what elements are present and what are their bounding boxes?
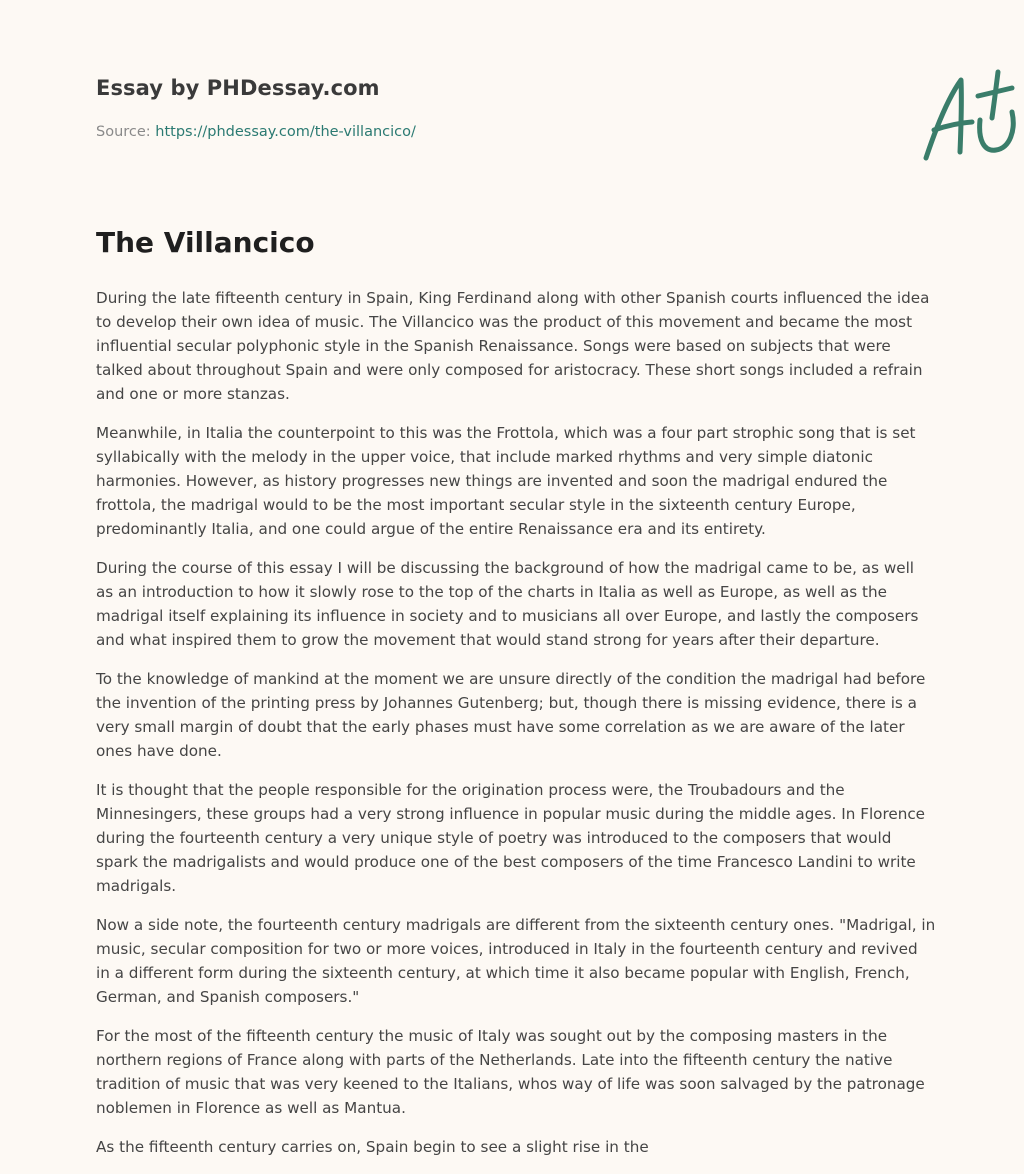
essay-paragraph: It is thought that the people responsible for the origination process were, the Troubadours and the Minnesingers, these groups had a very strong influence in popular music during the middle ages. In Florence during the fourteenth century a very unique style of poetry was introduced to the composers that would spark the madrigalists and would produce one of the best composers of the time Francesco Landini to write madrigals. bbox=[96, 781, 926, 895]
essay-paragraph: For the most of the fifteenth century the music of Italy was sought out by the composing masters in the northern regions of France along with parts of the Netherlands. Late into the fifteenth century the native tradition of music that was very keened to the Italians, whos way of life was soon salvaged by the patronage noblemen in Florence as well as Mantua. bbox=[96, 1027, 925, 1117]
source-link[interactable]: https://phdessay.com/the-villancico/ bbox=[155, 124, 416, 140]
source-line bbox=[96, 124, 416, 140]
essay-paragraph: Meanwhile, in Italia the counterpoint to this was the Frottola, which was a four part strophic song that is set syllabically with the melody in the upper voice, that include marked rhythms and very simple diatonic harmonies. However, as history progresses new things are invented and soon the madrigal endured the frottola, the madrigal would to be the most important secular style in the sixteenth century Europe, predominantly Italia, and one could argue of the entire Renaissance era and its entirety. bbox=[96, 424, 916, 538]
essay-paragraph: To the knowledge of mankind at the moment we are unsure directly of the condition the madrigal had before the invention of the printing press by Johannes Gutenberg; but, though there is missing evidence, there is a very small margin of doubt that the early phases must have some correlation as we are aware of the later ones have done. bbox=[96, 670, 926, 760]
essay-paragraph: Now a side note, the fourteenth century madrigals are different from the sixteenth century ones. "Madrigal, in music, secular composition for two or more voices, introduced in Italy in the fourteenth century and revived in a different form during the sixteenth century, at which time it also became popular with English, French, German, and Spanish composers." bbox=[96, 916, 936, 1006]
essay-paragraph: As the fifteenth century carries on, Spain begin to see a slight rise in the bbox=[96, 1138, 649, 1156]
essay-title: The Villancico bbox=[96, 226, 315, 259]
essay-body bbox=[96, 286, 936, 1174]
essay-paragraph: During the late fifteenth century in Spain, King Ferdinand along with other Spanish courts influenced the idea to develop their own idea of music. The Villancico was the product of this movement and became the most influential secular polyphonic style in the Spanish Renaissance. Songs were based on subjects that were talked about throughout Spain and were only composed for aristocracy. These short songs included a refrain and one or more stanzas. bbox=[96, 289, 930, 403]
source-label: Source: bbox=[96, 124, 151, 140]
site-brand: Essay by PHDessay.com bbox=[96, 76, 380, 100]
essay-paragraph: During the course of this essay I will be discussing the background of how the madrigal came to be, as well as an introduction to how it slowly rose to the top of the charts in Italia as well as Europe, as well as the madrigal itself explaining its influence in society and to musicians all over Europe, and lastly the composers and what inspired them to grow the movement that would stand strong for years after their departure. bbox=[96, 559, 919, 649]
a-plus-logo bbox=[916, 68, 1024, 166]
